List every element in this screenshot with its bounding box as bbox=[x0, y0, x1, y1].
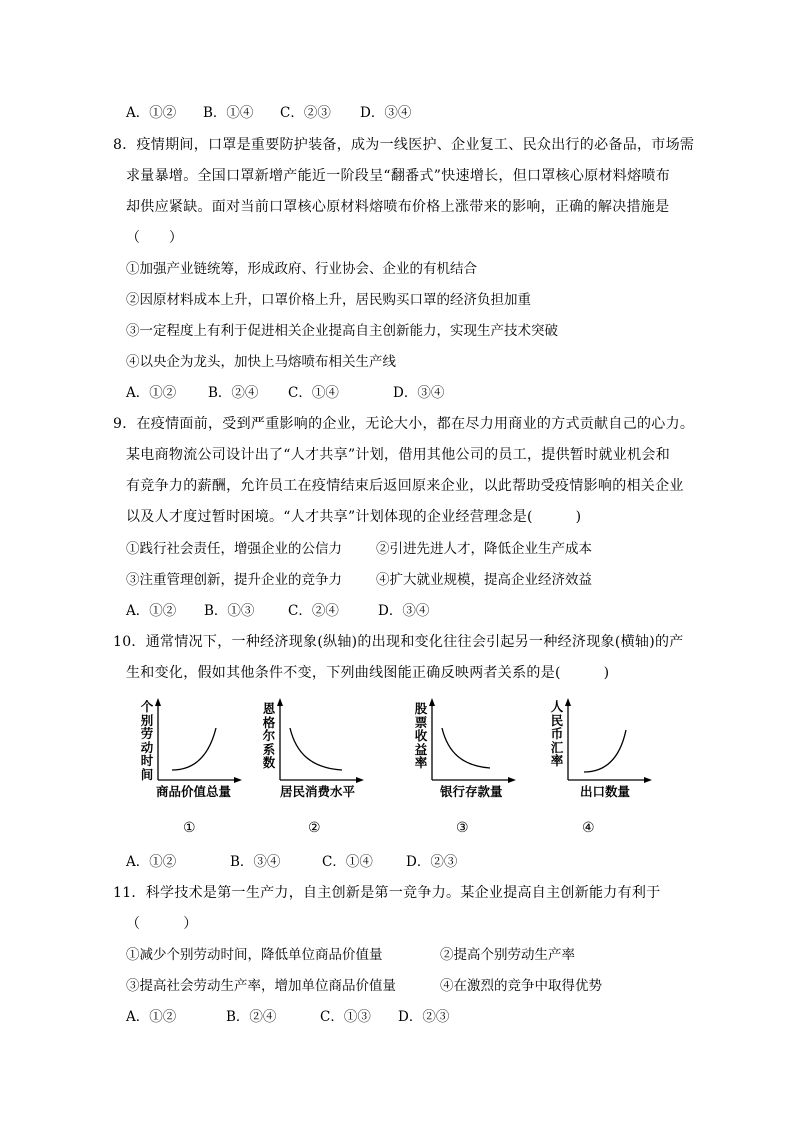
q11-choice-d: D．②③ bbox=[398, 1009, 450, 1025]
q8-stem-line-2: 求量暴增。全国口罩新增产能近一阶段呈“翻番式”快速增长，但口罩核心原材料熔喷布 bbox=[126, 168, 671, 184]
q8-choice-c: C．①④ bbox=[288, 385, 339, 401]
graph-2-plot bbox=[276, 698, 368, 784]
q8-choice-a: A．①② bbox=[126, 385, 177, 401]
q11-choice-b: B．②④ bbox=[226, 1009, 277, 1025]
q8-stem-line-1: 8．疫情期间，口罩是重要防护装备，成为一线医护、企业复工、民众出行的必备品，市场需 bbox=[113, 137, 695, 153]
q8-choice-b: B．②④ bbox=[208, 385, 259, 401]
graph-4-x-label: 出口数量 bbox=[580, 784, 631, 799]
q8-option-2: ②因原材料成本上升，口罩价格上升，居民购买口罩的经济负担加重 bbox=[126, 292, 531, 308]
q8-option-4: ④以央企为龙头，加快上马熔喷布相关生产线 bbox=[126, 354, 396, 370]
q10-choice-b: B．③④ bbox=[230, 854, 281, 870]
q9-option-row-1 bbox=[126, 539, 592, 559]
q8-stem-line-4: （ ） bbox=[126, 230, 184, 246]
q11-option-row-1 bbox=[126, 945, 575, 965]
q10-choices bbox=[126, 852, 457, 872]
q9-choices bbox=[126, 601, 429, 621]
q11-stem-line-2: （ ） bbox=[126, 916, 198, 932]
q9-choice-c: C．②④ bbox=[288, 603, 339, 619]
graph-2-number: ② bbox=[308, 820, 321, 836]
q9-stem-line-3: 有竞争力的薪酬，允许员工在疫情结束后返回原来企业，以此帮助受疫情影响的相关企业 bbox=[126, 478, 684, 494]
graph-1-curve bbox=[172, 728, 216, 770]
q9-stem-line-4: 以及人才度过暂时困境。“人才共享”计划体现的企业经营理念是( ) bbox=[126, 509, 582, 525]
graph-3-plot bbox=[428, 698, 520, 784]
q11-option-4: ④在激烈的竞争中取得优势 bbox=[440, 978, 602, 994]
q7-choice-d: D．③④ bbox=[360, 105, 412, 121]
q9-stem-line-1: 9．在疫情面前，受到严重影响的企业，无论大小，都在尽力用商业的方式贡献自己的心力。 bbox=[113, 416, 695, 432]
graph-1-number: ① bbox=[183, 820, 196, 836]
q9-option-1: ①践行社会责任，增强企业的公信力 bbox=[126, 541, 342, 557]
q11-option-row-2 bbox=[126, 976, 602, 996]
q7-choice-b: B．①④ bbox=[203, 105, 254, 121]
q10-stem-line-1: 10．通常情况下，一种经济现象(纵轴)的出现和变化往往会引起另一种经济现象(横轴)的产 bbox=[113, 634, 684, 650]
graph-2-curve bbox=[290, 728, 342, 770]
q9-stem-line-2: 某电商物流公司设计出了“人才共享”计划，借用其他公司的员工，提供暂时就业机会和 bbox=[126, 447, 671, 463]
q9-option-4: ④扩大就业规模，提高企业经济效益 bbox=[376, 572, 592, 588]
q9-choice-d: D．③④ bbox=[378, 603, 430, 619]
q9-option-3: ③注重管理创新，提升企业的竞争力 bbox=[126, 572, 342, 588]
graph-4-number: ④ bbox=[582, 820, 595, 836]
q11-option-2: ②提高个别劳动生产率 bbox=[440, 947, 575, 963]
q11-choices bbox=[126, 1007, 449, 1027]
q8-option-1: ①加强产业链统筹，形成政府、行业协会、企业的有机结合 bbox=[126, 261, 477, 277]
q11-option-3: ③提高社会劳动生产率，增加单位商品价值量 bbox=[126, 978, 396, 994]
q8-choices bbox=[126, 383, 444, 403]
q11-stem-line-1: 11．科学技术是第一生产力，自主创新是第一竞争力。某企业提高自主创新能力有利于 bbox=[113, 885, 661, 901]
q11-choice-a: A．①② bbox=[126, 1009, 177, 1025]
q7-choice-a: A．①② bbox=[126, 105, 177, 121]
q8-stem-line-3: 却供应紧缺。面对当前口罩核心原材料熔喷布价格上涨带来的影响，正确的解决措施是 bbox=[126, 199, 670, 215]
graph-4-curve bbox=[584, 730, 626, 772]
graph-2-x-label: 居民消费水平 bbox=[280, 784, 356, 799]
graph-4-plot bbox=[564, 698, 656, 784]
q10-choice-a: A．①② bbox=[126, 854, 177, 870]
q11-choice-c: C．①③ bbox=[320, 1009, 371, 1025]
q11-option-1: ①减少个别劳动时间，降低单位商品价值量 bbox=[126, 947, 383, 963]
q7-choices bbox=[126, 103, 411, 123]
q9-choice-b: B．①③ bbox=[204, 603, 255, 619]
graph-1-x-label: 商品价值总量 bbox=[156, 784, 232, 799]
q10-choice-d: D．②③ bbox=[406, 854, 458, 870]
q7-choice-c: C．②③ bbox=[280, 105, 331, 121]
graph-2-y-label: 恩格尔系数 bbox=[262, 701, 276, 770]
graph-3-number: ③ bbox=[456, 820, 469, 836]
graph-1-plot bbox=[154, 698, 244, 784]
q9-option-2: ②引进先进人才，降低企业生产成本 bbox=[376, 541, 592, 557]
graph-1-y-label: 个别劳动时间 bbox=[140, 699, 154, 782]
q9-option-row-2 bbox=[126, 570, 592, 590]
q10-stem-line-2: 生和变化，假如其他条件不变，下列曲线图能正确反映两者关系的是( ) bbox=[126, 665, 610, 681]
q10-choice-c: C．①④ bbox=[322, 854, 373, 870]
q8-option-3: ③一定程度上有利于促进相关企业提高自主创新能力，实现生产技术突破 bbox=[126, 323, 558, 339]
graph-3-x-label: 银行存款量 bbox=[440, 784, 503, 799]
graph-4-y-label: 人民币汇率 bbox=[550, 699, 564, 768]
q8-choice-d: D．③④ bbox=[393, 385, 445, 401]
q9-choice-a: A．①② bbox=[126, 603, 177, 619]
graph-3-y-label: 股票收益率 bbox=[414, 701, 428, 770]
graph-3-curve bbox=[442, 728, 490, 768]
